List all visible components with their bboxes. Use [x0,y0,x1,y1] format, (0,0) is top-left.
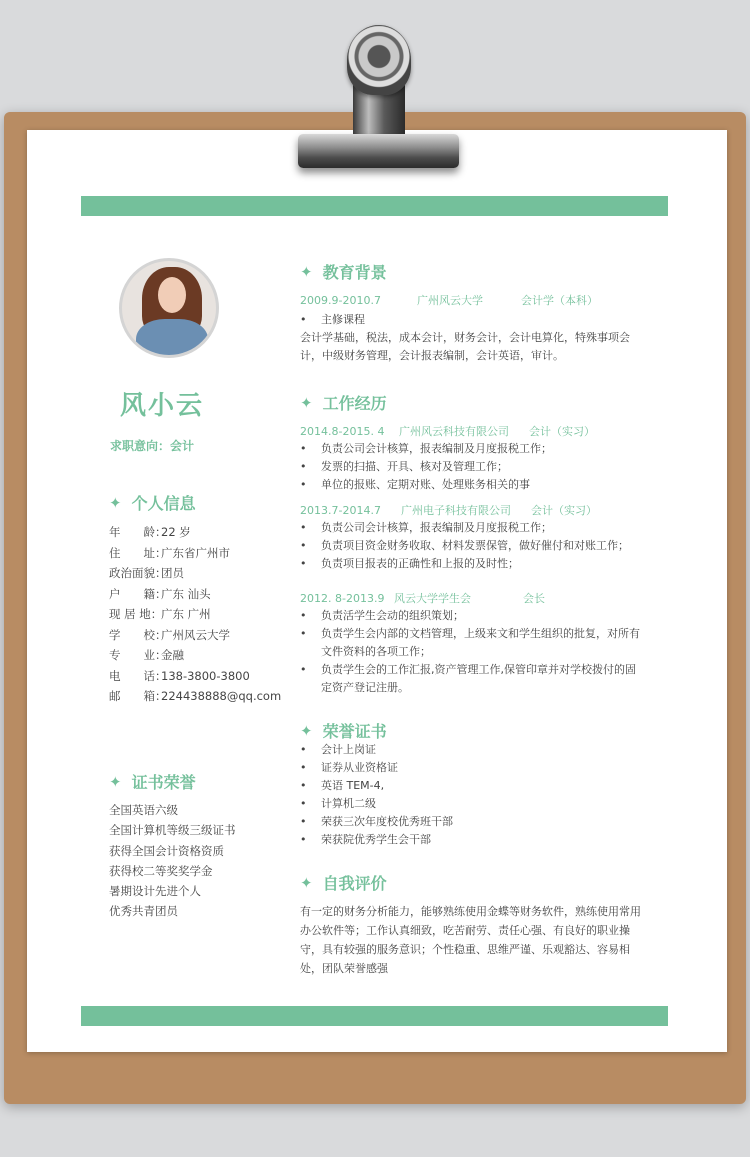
list-item: 暑期设计先进个人 [109,884,201,899]
list-item: • 计算机二级 [300,797,376,810]
info-row: 住 址： 广东省广州市 [109,545,230,560]
list-item: • 负责项目报表的正确性和上报的及时性； [300,557,519,570]
bottom-accent-bar [81,1006,668,1026]
list-item: 全国英语六级 [109,803,178,817]
section-title: 个人信息 [131,494,196,513]
info-row: 政治面貌： 团员 [109,566,184,580]
list-item: 获得校二等奖奖学金 [109,863,213,878]
self-eval-block [300,902,645,978]
section-title: 自我评价 [322,874,387,893]
list-item: 获得全国会计资格资质 [109,843,224,858]
sparkle-icon: ✦ [300,262,313,281]
section-education [300,260,387,283]
work-job-2: 2013.7-2014.7 广州电子科技有限公司 会计（实习） • 负责公司会计核算，报表编制及月度报税工作； • 负责项目资金财务收取、材料发票保管，做好催付和对账工作； • 负责项目报表的正确性和上报的及时性； [300,503,645,573]
education-header: 2009.9-2010.7 广州风云大学 会计学（本科） [300,294,598,307]
certs-list [109,800,236,922]
candidate-name: 风小云 [119,391,204,421]
sparkle-icon: ✦ [300,393,313,412]
sparkle-icon: ✦ [109,772,122,791]
personal-info-list [109,522,281,707]
binder-clip-ring-icon [347,25,411,95]
list-item: • 发票的扫描、开具、核对及管理工作； [300,460,508,473]
top-accent-bar [81,196,668,216]
sparkle-icon: ✦ [300,873,313,892]
courses-text: 会计学基础，税法，成本会计，财务会计，会计电算化，特殊事项会计，中级财务管理，会计报表编制，会计英语，审计。 [300,331,630,362]
list-item: • 会计上岗证 [300,743,376,756]
info-row: 专 业： 金融 [109,648,184,662]
section-self-eval [300,871,387,894]
list-item: • 负责公司会计核算，报表编制及月度报税工作； [300,521,552,534]
list-item: • 负责公司会计核算，报表编制及月度报税工作； [300,442,552,455]
sparkle-icon: ✦ [300,721,313,740]
section-title: 证书荣誉 [131,773,196,792]
info-row: 电 话： 138-3800-3800 [109,668,250,683]
sparkle-icon: ✦ [109,493,122,512]
binder-clip-base-icon [298,134,459,168]
section-work [300,391,387,414]
job-intent: 求职意向：会计 [110,439,195,453]
work-job-1: 2014.8-2015. 4 广州风云科技有限公司 会计（实习） • 负责公司会计核算，报表编制及月度报税工作； • 发票的扫描、开具、核对及管理工作； • 单位的报账、定期对账、处理账务相关的事 [300,424,645,494]
honors-list [300,741,645,849]
list-item: • 负责学生会内部的文档管理，上级来文和学生组织的批复，对所有文件资料的各项工作； [300,627,640,658]
list-item: • 负责学生会的工作汇报,资产管理工作,保管印章并对学校拨付的固定资产登记注册。 [300,663,636,694]
section-honors [300,719,387,742]
info-row: 户 籍： 广东 汕头 [109,586,211,601]
section-title: 教育背景 [322,263,387,282]
info-row: 邮 箱： 224438888@qq.com [109,689,282,703]
list-item: • 负责项目资金财务收取、材料发票保管，做好催付和对账工作； [300,539,629,552]
education-block [300,293,645,365]
work-job-3: 2012. 8-2013.9 风云大学学生会 会长 • 负责活学生会动的组织策划； • 负责学生会内部的文档管理，上级来文和学生组织的批复，对所有文件资料的各项工作； • 负责学生会的工作汇报,资产管理工作,保管印章并对学校拨付的固定资产登记注册。 [300,591,645,697]
list-item: • 负责活学生会动的组织策划； [300,609,464,622]
info-row: 学 校： 广州风云大学 [109,627,230,642]
list-item: • 英语 TEM-4, [300,779,385,792]
section-certs [109,770,196,793]
section-personal-info [109,491,196,514]
section-title: 工作经历 [322,394,387,413]
avatar [119,258,219,358]
info-row: 现 居 地： 广东 广州 [109,607,211,621]
self-eval-text: 有一定的财务分析能力，能够熟练使用金蝶等财务软件，熟练使用常用办公软件等；工作认真细致，吃苦耐劳、责任心强、有良好的职业操守，具有较强的服务意识；个性稳重、思维严谨、乐观豁达、容易相处，团队荣誉感强 [300,905,641,975]
section-title: 荣誉证书 [322,722,387,741]
list-item: • 荣获院优秀学生会干部 [300,833,431,846]
list-item: • 单位的报账、定期对账、处理账务相关的事 [300,478,530,491]
list-item: 优秀共青团员 [109,904,178,919]
list-item: • 荣获三次年度校优秀班干部 [300,815,453,828]
list-item: • 证券从业资格证 [300,761,398,774]
list-item: 全国计算机等级三级证书 [109,823,236,838]
info-row: 年 龄： 22 岁 [109,525,191,539]
list-item: • 主修课程 [300,313,365,326]
